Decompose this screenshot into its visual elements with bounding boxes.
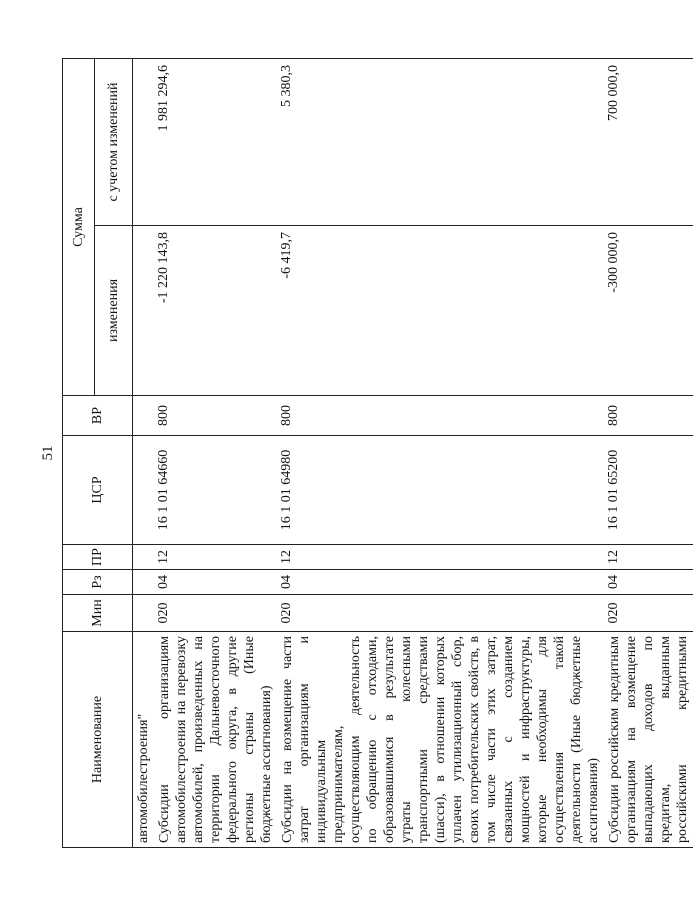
row-pr [133, 545, 155, 570]
row-change [133, 226, 155, 396]
row-min [133, 595, 155, 632]
header-vr: ВР [63, 396, 133, 436]
rotated-table-container [62, 59, 690, 848]
row-vr [133, 396, 155, 436]
row-pr: 12 [604, 545, 693, 570]
header-with-changes: с учетом изменений [95, 59, 133, 226]
row-rz: 04 [154, 570, 277, 595]
row-vr: 800 [154, 396, 277, 436]
row-csr: 16 1 01 64660 [154, 436, 277, 545]
row-min: 020 [277, 595, 604, 632]
row-change: -6 419,7 [277, 226, 604, 396]
row-rz: 04 [277, 570, 604, 595]
table-row [277, 59, 604, 848]
row-min: 020 [604, 595, 693, 632]
row-min: 020 [154, 595, 277, 632]
table-row [133, 59, 155, 848]
row-csr [133, 436, 155, 545]
row-pr: 12 [277, 545, 604, 570]
header-name: Наименование [63, 632, 133, 848]
header-min: Мин [63, 595, 133, 632]
row-vr: 800 [277, 396, 604, 436]
table-row [604, 59, 693, 848]
page-number: 51 [40, 445, 56, 461]
header-pr: ПР [63, 545, 133, 570]
header-rz: Рз [63, 570, 133, 595]
row-pr: 12 [154, 545, 277, 570]
header-sum: Сумма [63, 59, 95, 396]
row-vr: 800 [604, 396, 693, 436]
header-csr: ЦСР [63, 436, 133, 545]
row-rz: 04 [604, 570, 693, 595]
row-total: 1 981 294,6 [154, 59, 277, 226]
row-total: 5 380,3 [277, 59, 604, 226]
row-name: Субсидии на возмещение части затрат организациям и индивидуальным предпринимателям, осуществляющим деятельность по обращению с отходами, образовавшимися в результате утраты колесными транспортными средствами (шасси), в отношении которых уплачен утилизационный сбор, своих потребительских свойств, в том числе части этих затрат, связанных с созданием мощностей и инфраструктуры, которые необходимы для осуществления такой деятельности (Иные бюджетные ассигнования) [277, 632, 604, 848]
row-total [133, 59, 155, 226]
row-rz [133, 570, 155, 595]
row-change: -300 000,0 [604, 226, 693, 396]
header-changes: изменения [95, 226, 133, 396]
row-change: -1 220 143,8 [154, 226, 277, 396]
row-name: автомобилестроения" [133, 632, 155, 848]
row-csr: 16 1 01 65200 [604, 436, 693, 545]
row-csr: 16 1 01 64980 [277, 436, 604, 545]
budget-table [62, 58, 693, 848]
table-row [154, 59, 277, 848]
row-total: 700 000,0 [604, 59, 693, 226]
row-name: Субсидии организациям автомобилестроения на перевозку автомобилей, произведенных на территории Дальневосточного федерального округа, в другие регионы страны (Иные бюджетные ассигнования) [154, 632, 277, 848]
row-name: Субсидии российским кредитным организациям на возмещение выпадающих доходов по кредитам, выданным российскими кредитными [604, 632, 693, 848]
